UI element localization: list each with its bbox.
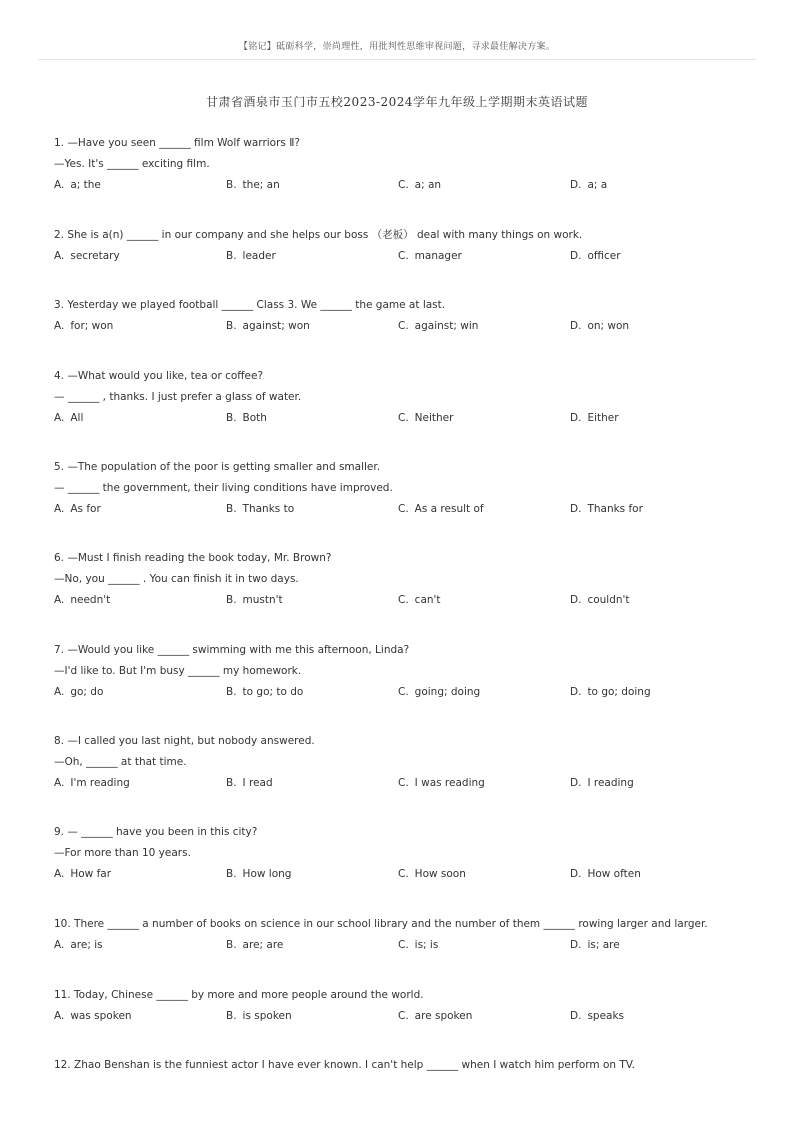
option-text: is spoken [242, 1010, 292, 1022]
answer-option-c[interactable] [398, 1006, 472, 1027]
option-letter: B. [226, 503, 237, 515]
option-text: are spoken [414, 1010, 473, 1022]
answer-options [54, 408, 754, 429]
option-text: a; a [587, 179, 608, 191]
option-letter: B. [226, 686, 237, 698]
answer-option-d[interactable] [570, 1006, 624, 1027]
answer-option-c[interactable] [398, 175, 441, 196]
answer-option-c[interactable] [398, 935, 438, 956]
answer-option-b[interactable] [226, 246, 276, 267]
question-text-line: 10. There ______ a number of books on science in our school library and the number of them ______ rowing larger and larger. [54, 918, 708, 930]
option-letter: D. [570, 594, 582, 606]
question-5 [54, 457, 754, 520]
answer-options [54, 682, 754, 703]
question-text-line: —No, you ______ . You can finish it in two days. [54, 573, 299, 585]
option-letter: A. [54, 939, 65, 951]
option-text: is; are [587, 939, 620, 951]
option-text: manager [414, 250, 462, 262]
option-text: against; win [414, 320, 479, 332]
question-text-line: 2. She is a(n) ______ in our company and she helps our boss （老板） deal with many things on work. [54, 229, 583, 241]
answer-options [54, 773, 754, 794]
option-text: for; won [70, 320, 114, 332]
option-text: I read [242, 777, 273, 789]
option-letter: A. [54, 503, 65, 515]
answer-options [54, 246, 754, 267]
question-text-line: —I'd like to. But I'm busy ______ my homework. [54, 665, 302, 677]
option-letter: B. [226, 1010, 237, 1022]
answer-option-b[interactable] [226, 175, 280, 196]
option-text: Thanks for [587, 503, 643, 515]
option-letter: B. [226, 868, 237, 880]
option-letter: A. [54, 777, 65, 789]
answer-options [54, 590, 754, 611]
option-text: are; are [242, 939, 284, 951]
option-text: against; won [242, 320, 310, 332]
option-letter: A. [54, 1010, 65, 1022]
answer-option-a[interactable] [54, 864, 111, 885]
answer-option-c[interactable] [398, 408, 453, 429]
answer-option-c[interactable] [398, 773, 485, 794]
answer-option-b[interactable] [226, 408, 267, 429]
option-letter: B. [226, 250, 237, 262]
option-text: to go; to do [242, 686, 304, 698]
answer-option-c[interactable] [398, 316, 478, 337]
answer-option-a[interactable] [54, 590, 110, 611]
option-text: I'm reading [70, 777, 130, 789]
option-text: secretary [70, 250, 120, 262]
answer-option-b[interactable] [226, 935, 283, 956]
option-text: Both [242, 412, 267, 424]
option-letter: D. [570, 868, 582, 880]
option-text: As a result of [414, 503, 484, 515]
question-text-line: 8. —I called you last night, but nobody answered. [54, 735, 315, 747]
answer-option-b[interactable] [226, 682, 303, 703]
option-text: Neither [414, 412, 454, 424]
question-text-line: 11. Today, Chinese ______ by more and more people around the world. [54, 989, 424, 1001]
answer-options [54, 935, 754, 956]
answer-option-d[interactable] [570, 682, 651, 703]
question-text-line: — ______ , thanks. I just prefer a glass of water. [54, 391, 302, 403]
option-letter: B. [226, 412, 237, 424]
question-text-line: 6. —Must I finish reading the book today, Mr. Brown? [54, 552, 332, 564]
option-letter: C. [398, 686, 409, 698]
answer-option-d[interactable] [570, 408, 619, 429]
option-text: are; is [70, 939, 103, 951]
answer-options [54, 316, 754, 337]
option-letter: C. [398, 1010, 409, 1022]
answer-option-b[interactable] [226, 316, 310, 337]
header-divider [38, 59, 756, 60]
answer-option-d[interactable] [570, 175, 607, 196]
question-1 [54, 133, 754, 196]
question-10 [54, 914, 754, 956]
option-text: Thanks to [242, 503, 295, 515]
option-text: go; do [70, 686, 104, 698]
answer-option-a[interactable] [54, 175, 101, 196]
option-text: can't [414, 594, 441, 606]
answer-option-a[interactable] [54, 935, 103, 956]
answer-options [54, 175, 754, 196]
question-text-line: —For more than 10 years. [54, 847, 191, 859]
answer-options [54, 499, 754, 520]
question-12 [54, 1055, 754, 1076]
question-11 [54, 985, 754, 1027]
answer-option-c[interactable] [398, 246, 462, 267]
question-text-line: 7. —Would you like ______ swimming with me this afternoon, Linda? [54, 644, 410, 656]
option-letter: A. [54, 868, 65, 880]
option-letter: B. [226, 594, 237, 606]
answer-option-a[interactable] [54, 499, 101, 520]
answer-option-d[interactable] [570, 773, 634, 794]
answer-option-b[interactable] [226, 499, 294, 520]
question-text-line: 5. —The population of the poor is getting smaller and smaller. [54, 461, 381, 473]
question-text-line: —Yes. It's ______ exciting film. [54, 158, 210, 170]
option-text: the; an [242, 179, 280, 191]
question-8 [54, 731, 754, 794]
question-text-line: 4. —What would you like, tea or coffee? [54, 370, 264, 382]
option-letter: A. [54, 594, 65, 606]
question-3 [54, 295, 754, 337]
answer-options [54, 1006, 754, 1027]
option-text: officer [587, 250, 621, 262]
option-letter: C. [398, 179, 409, 191]
question-4 [54, 366, 754, 429]
answer-option-d[interactable] [570, 246, 621, 267]
option-letter: B. [226, 179, 237, 191]
option-text: on; won [587, 320, 630, 332]
answer-option-d[interactable] [570, 316, 629, 337]
option-text: a; an [414, 179, 442, 191]
option-text: a; the [70, 179, 101, 191]
option-letter: B. [226, 777, 237, 789]
option-letter: C. [398, 320, 409, 332]
option-text: needn't [70, 594, 111, 606]
option-letter: D. [570, 1010, 582, 1022]
option-text: How soon [414, 868, 466, 880]
question-6 [54, 548, 754, 611]
option-letter: C. [398, 412, 409, 424]
answer-option-a[interactable] [54, 316, 113, 337]
option-letter: B. [226, 320, 237, 332]
option-letter: C. [398, 594, 409, 606]
answer-option-a[interactable] [54, 246, 120, 267]
option-letter: D. [570, 250, 582, 262]
answer-option-a[interactable] [54, 408, 83, 429]
option-text: couldn't [587, 594, 630, 606]
option-letter: D. [570, 777, 582, 789]
answer-options [54, 864, 754, 885]
option-letter: A. [54, 686, 65, 698]
question-text-line: —Oh, ______ at that time. [54, 756, 187, 768]
option-letter: B. [226, 939, 237, 951]
answer-option-d[interactable] [570, 499, 643, 520]
option-letter: A. [54, 412, 65, 424]
question-text-line: 3. Yesterday we played football ______ Class 3. We ______ the game at last. [54, 299, 446, 311]
option-text: was spoken [70, 1010, 132, 1022]
option-text: Either [587, 412, 619, 424]
page-title: 甘肃省酒泉市玉门市五校2023-2024学年九年级上学期期末英语试题 [205, 95, 589, 109]
option-letter: A. [54, 320, 65, 332]
option-letter: C. [398, 503, 409, 515]
question-9 [54, 822, 754, 885]
option-text: I reading [587, 777, 634, 789]
option-text: is; is [414, 939, 439, 951]
option-text: How often [587, 868, 641, 880]
option-letter: C. [398, 250, 409, 262]
option-letter: C. [398, 868, 409, 880]
question-7 [54, 640, 754, 703]
answer-option-d[interactable] [570, 935, 620, 956]
option-text: mustn't [242, 594, 283, 606]
option-letter: C. [398, 939, 409, 951]
answer-option-b[interactable] [226, 590, 283, 611]
option-letter: D. [570, 179, 582, 191]
answer-option-c[interactable] [398, 864, 466, 885]
option-text: going; doing [414, 686, 481, 698]
answer-option-d[interactable] [570, 590, 630, 611]
option-text: How long [242, 868, 292, 880]
answer-option-b[interactable] [226, 773, 273, 794]
option-text: speaks [587, 1010, 625, 1022]
option-letter: D. [570, 686, 582, 698]
option-text: I was reading [414, 777, 485, 789]
answer-option-b[interactable] [226, 864, 291, 885]
option-text: leader [242, 250, 276, 262]
answer-option-c[interactable] [398, 590, 441, 611]
question-text-line: 1. —Have you seen ______ film Wolf warriors Ⅱ? [54, 137, 300, 149]
option-letter: D. [570, 939, 582, 951]
option-letter: D. [570, 412, 582, 424]
option-letter: D. [570, 503, 582, 515]
answer-option-a[interactable] [54, 773, 130, 794]
answer-option-d[interactable] [570, 864, 641, 885]
option-letter: A. [54, 250, 65, 262]
answer-option-a[interactable] [54, 682, 103, 703]
answer-option-b[interactable] [226, 1006, 292, 1027]
header-note: 【铭记】砥砺科学，崇尚理性，用批判性思维审视问题，寻求最佳解决方案。 [238, 42, 556, 52]
question-text-line: 12. Zhao Benshan is the funniest actor I have ever known. I can't help ______ when I watch him perform on TV. [54, 1059, 635, 1071]
option-letter: A. [54, 179, 65, 191]
option-letter: D. [570, 320, 582, 332]
question-2 [54, 225, 754, 267]
answer-option-c[interactable] [398, 499, 484, 520]
option-text: to go; doing [587, 686, 651, 698]
answer-option-a[interactable] [54, 1006, 132, 1027]
option-text: How far [70, 868, 112, 880]
option-text: All [70, 412, 84, 424]
option-letter: C. [398, 777, 409, 789]
answer-option-c[interactable] [398, 682, 480, 703]
question-text-line: 9. — ______ have you been in this city? [54, 826, 258, 838]
option-text: As for [70, 503, 101, 515]
question-text-line: — ______ the government, their living conditions have improved. [54, 482, 393, 494]
